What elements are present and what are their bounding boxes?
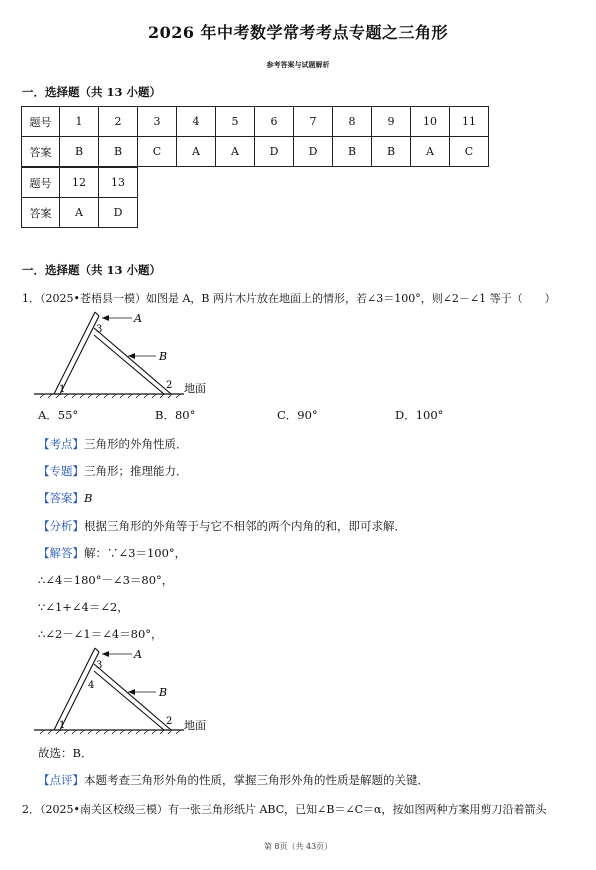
label-angle-1: 1 — [59, 720, 66, 731]
table-cell: 6 — [255, 107, 294, 137]
table-cell: 8 — [333, 107, 372, 137]
answer-table-2 — [21, 167, 138, 228]
table-cell: 12 — [60, 168, 99, 198]
table-cell: 1 — [60, 107, 99, 137]
question-1-stem: 1．（2025•苍梧县一模）如图是 A，B 两片木片放在地面上的情形，若∠3＝100°，则∠2－∠1 等于（ ） — [22, 292, 556, 305]
label-b: B — [159, 350, 168, 363]
dianping-line — [38, 772, 429, 788]
label-angle-1: 1 — [59, 384, 66, 395]
label-ground: 地面 — [184, 719, 206, 732]
fenxi-line — [38, 518, 406, 534]
label-a: A — [134, 648, 142, 661]
conclusion: 故选：B． — [38, 746, 93, 760]
table-cell: 7 — [294, 107, 333, 137]
table-cell: D — [294, 137, 333, 167]
table-label-answer: 答案 — [22, 198, 60, 228]
table-cell: 13 — [99, 168, 138, 198]
table-cell: B — [60, 137, 99, 167]
table-cell: D — [255, 137, 294, 167]
fenxi-text: 根据三角形的外角等于与它不相邻的两个内角的和，即可求解． — [84, 519, 406, 533]
question-1-figure — [34, 308, 224, 398]
jieda-text: 解：∵∠3＝100°， — [84, 546, 187, 560]
section-heading-answers: 一．选择题（共 13 小题） — [22, 85, 162, 99]
option-a: A．55° — [38, 408, 79, 422]
question-2-stem: 2．（2025•南关区校级三模）有一张三角形纸片 ABC，已知∠B＝∠C＝α，按如图两种方案用剪刀沿着箭头 — [22, 803, 547, 816]
table-label-answer: 答案 — [22, 137, 60, 167]
dianping-text: 本题考查三角形外角的性质，掌握三角形外角的性质是解题的关键． — [84, 773, 429, 787]
kaodian-tag: 【考点】 — [38, 437, 84, 451]
page-footer: 第 8页（共 43页） — [263, 842, 333, 851]
table-cell: 4 — [177, 107, 216, 137]
table-cell: 3 — [138, 107, 177, 137]
table-cell: 5 — [216, 107, 255, 137]
section-heading-solutions: 一．选择题（共 13 小题） — [22, 263, 162, 277]
table-cell: C — [138, 137, 177, 167]
option-b: B．80° — [155, 408, 196, 422]
table-cell: B — [99, 137, 138, 167]
daan-tag: 【答案】 — [38, 491, 84, 505]
table-label-number: 题号 — [22, 107, 60, 137]
option-c: C．90° — [277, 408, 318, 422]
table-cell: 2 — [99, 107, 138, 137]
option-d: D．100° — [395, 408, 444, 422]
table-cell: 9 — [372, 107, 411, 137]
table-cell: 10 — [411, 107, 450, 137]
label-angle-3: 3 — [96, 660, 103, 671]
zhuanti-line — [38, 463, 188, 479]
solution-step-1: ∴∠4＝180°－∠3＝80°， — [38, 573, 174, 587]
table-label-number: 题号 — [22, 168, 60, 198]
answer-table-1 — [21, 106, 489, 167]
table-cell: 11 — [450, 107, 489, 137]
jieda-line — [38, 545, 186, 561]
daan-line — [38, 490, 92, 506]
table-cell: A — [411, 137, 450, 167]
table-cell: A — [60, 198, 99, 228]
plank-a — [54, 312, 99, 394]
table-cell: A — [216, 137, 255, 167]
kaodian-text: 三角形的外角性质． — [84, 437, 188, 451]
page-title: 2026 年中考数学常考考点专题之三角形 — [147, 23, 449, 42]
table-cell: B — [333, 137, 372, 167]
jieda-tag: 【解答】 — [38, 546, 84, 560]
kaodian-line — [38, 436, 188, 452]
label-angle-3: 3 — [96, 324, 103, 335]
daan-text: B — [84, 491, 93, 505]
fenxi-tag: 【分析】 — [38, 519, 84, 533]
solution-step-2: ∵∠1+∠4＝∠2， — [38, 600, 129, 614]
zhuanti-text: 三角形；推理能力． — [84, 464, 188, 478]
label-angle-4: 4 — [88, 680, 95, 691]
page-subtitle: 参考答案与试题解析 — [266, 60, 330, 69]
label-angle-2: 2 — [166, 380, 173, 391]
solution-figure — [34, 642, 224, 734]
table-cell: B — [372, 137, 411, 167]
label-ground: 地面 — [184, 382, 206, 395]
label-a: A — [134, 312, 142, 325]
zhuanti-tag: 【专题】 — [38, 464, 84, 478]
label-b: B — [159, 686, 168, 699]
label-angle-2: 2 — [166, 716, 173, 727]
dianping-tag: 【点评】 — [38, 773, 84, 787]
table-cell: D — [99, 198, 138, 228]
table-cell: A — [177, 137, 216, 167]
table-cell: C — [450, 137, 489, 167]
solution-step-3: ∴∠2－∠1＝∠4＝80°， — [38, 627, 163, 641]
